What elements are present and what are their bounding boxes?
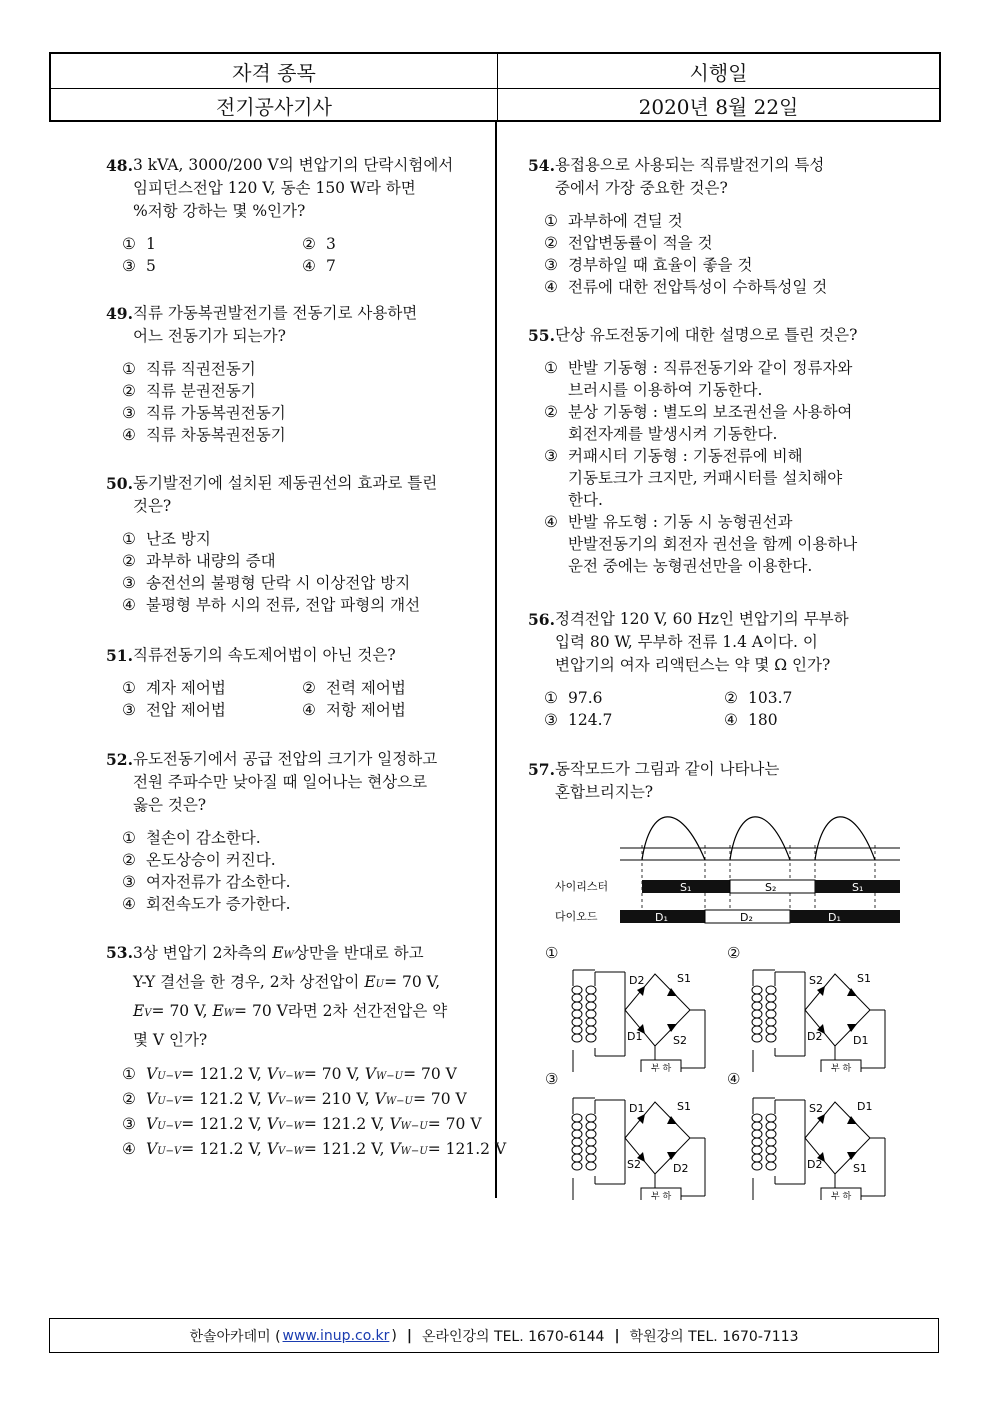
option: ③ 송전선의 불평형 단락 시 이상전압 방지 [122, 574, 411, 592]
option: ① 철손이 감소한다. [122, 829, 261, 847]
load-label: 부 하 [831, 1064, 852, 1072]
element-label: S1 [677, 1100, 691, 1113]
segment-label: S₁ [680, 881, 692, 894]
waveform-hump [730, 817, 790, 860]
waveform-hump [642, 817, 705, 860]
operating-mode-diagram [550, 800, 910, 930]
element-label: D2 [629, 974, 645, 987]
option: ④ 180 [724, 711, 778, 729]
option: ① 계자 제어법 [122, 679, 226, 697]
option: ③ VU−V= 121.2 V, VV−W= 121.2 V, VW−U= 70 V [122, 1115, 482, 1133]
header-col2-value: 2020년 8월 22일 [638, 94, 799, 119]
question-text: 단상 유도전동기에 대한 설명으로 틀린 것은? [554, 326, 858, 344]
load-label: 부 하 [651, 1192, 672, 1200]
option-mark: ③ [545, 1070, 559, 1088]
option: ④ 반발 유도형 : 기동 시 농형권선과 반발전동기의 회전자 권선을 함께 이용하나 운전 중에는 농형권선만을 이용한다. [544, 513, 858, 575]
header-table [49, 52, 941, 122]
bridge-circuit [565, 960, 725, 1072]
option: ② 103.7 [724, 689, 793, 707]
element-label: S2 [809, 1102, 823, 1115]
element-label: S2 [627, 1158, 641, 1171]
option: ④ 저항 제어법 [302, 701, 406, 719]
transformer-icon [752, 970, 776, 1072]
footer-offline: 학원강의 TEL. 1670-7113 [629, 1328, 799, 1345]
row-label-thyristor: 사이리스터 [555, 880, 609, 893]
option: ④ 직류 차동복권전동기 [122, 426, 286, 444]
option-mark: ① [545, 944, 559, 962]
footer-close: ) [391, 1327, 397, 1344]
question-text: 직류 가동복권발전기를 전동기로 사용하면 어느 전동기가 되는가? [132, 304, 418, 345]
question-number: 56. [528, 610, 555, 629]
option: ② VU−V= 121.2 V, VV−W= 210 V, VW−U= 70 V [122, 1090, 467, 1108]
question-53 [106, 940, 506, 1163]
load-label: 부 하 [831, 1192, 852, 1200]
option: ④ 전류에 대한 전압특성이 수하특성일 것 [544, 278, 828, 296]
question-number: 49. [106, 304, 133, 323]
element-label: D2 [807, 1158, 823, 1171]
question-text: 3 kVA, 3000/200 V의 변압기의 단락시험에서 임피던스전압 120 V, 동손 150 W라 하면 %저항 강하는 몇 %인가? [132, 156, 454, 220]
element-label: D1 [857, 1100, 873, 1113]
option: ④ 7 [302, 257, 336, 275]
question-number: 57. [528, 760, 555, 779]
header-col1-value: 전기공사기사 [51, 88, 498, 122]
segment-label: D₂ [740, 911, 753, 924]
transformer-icon [752, 1098, 776, 1200]
option: ② 전력 제어법 [302, 679, 406, 697]
question-number: 50. [106, 474, 133, 493]
option: ① 반발 기동형 : 직류전동기와 같이 정류자와 브러시를 이용하여 기동한다. [544, 359, 853, 399]
option: ① 과부하에 견딜 것 [544, 212, 683, 230]
footer-separator: | [614, 1327, 620, 1344]
question-number: 54. [528, 156, 555, 175]
transformer-icon [572, 1098, 596, 1200]
question-text: 용접용으로 사용되는 직류발전기의 특성 중에서 가장 중요한 것은? [554, 156, 825, 197]
question-number: 51. [106, 646, 133, 665]
question-text: 유도전동기에서 공급 전압의 크기가 일정하고 전원 주파수만 낮아질 때 일어나는 현상으로 옳은 것은? [132, 750, 438, 814]
option: ① 직류 직권전동기 [122, 360, 256, 378]
element-label: D1 [853, 1034, 869, 1047]
element-label: S2 [809, 974, 823, 987]
segment-label: D₁ [655, 911, 668, 924]
element-label: S1 [857, 972, 871, 985]
question-text: 정격전압 120 V, 60 Hz인 변압기의 무부하 입력 80 W, 무부하 전류 1.4 A이다. 이 변압기의 여자 리액턴스는 약 몇 Ω 인가? [554, 610, 849, 674]
header-col2-title: 시행일 [689, 60, 748, 85]
option-mark: ② [727, 944, 741, 962]
segment-label: S₁ [852, 881, 864, 894]
bridge-circuit [745, 960, 905, 1072]
transformer-icon [572, 970, 596, 1072]
question-text: 동작모드가 그림과 같이 나타나는 혼합브리지는? [554, 760, 780, 801]
question-number: 48. [106, 156, 133, 175]
option: ② 분상 기동형 : 별도의 보조권선을 사용하여 회전자계를 발생시켜 기동한다. [544, 403, 853, 443]
question-54 [528, 154, 827, 298]
question-text: 동기발전기에 설치된 제동권선의 효과로 틀린 것은? [132, 474, 438, 515]
option: ③ 여자전류가 감소한다. [122, 873, 291, 891]
option: ③ 직류 가동복권전동기 [122, 404, 286, 422]
element-label: S2 [673, 1034, 687, 1047]
option: ④ 회전속도가 증가한다. [122, 895, 291, 913]
option: ② 3 [302, 235, 336, 253]
option-mark: ④ [727, 1070, 741, 1088]
footer-link[interactable]: www.inup.co.kr [282, 1327, 390, 1344]
option: ② 온도상승이 커진다. [122, 851, 276, 869]
element-label: D2 [673, 1162, 689, 1175]
option: ③ 5 [122, 257, 156, 275]
option: ③ 커패시터 기동형 : 기동전류에 비해 기동토크가 크지만, 커패시터를 설치해야 한다. [544, 447, 843, 509]
element-label: D1 [629, 1102, 645, 1115]
segment-label: D₁ [828, 911, 841, 924]
question-text: 직류전동기의 속도제어법이 아닌 것은? [132, 646, 396, 664]
question-51 [106, 644, 482, 721]
load-label: 부 하 [651, 1064, 672, 1072]
question-52 [106, 748, 437, 915]
segment-d1 [790, 910, 900, 923]
question-50 [106, 472, 437, 616]
element-label: S1 [853, 1162, 867, 1175]
footer-separator: | [406, 1327, 412, 1344]
option: ④ VU−V= 121.2 V, VV−W= 121.2 V, VW−U= 121.2 V [122, 1140, 507, 1158]
question-text: 3상 변압기 2차측의 EW상만을 반대로 하고 Y-Y 결선을 한 경우, 2차 상전압이 EU= 70 V, EV= 70 V, EW= 70 V라면 2차 선간전압은 약 몇 V 인가? [132, 944, 448, 1049]
option: ② 과부하 내량의 증대 [122, 552, 276, 570]
option: ① VU−V= 121.2 V, VV−W= 70 V, VW−U= 70 V [122, 1065, 457, 1083]
option: ③ 124.7 [544, 711, 613, 729]
waveform-hump [815, 817, 875, 860]
option: ② 직류 분권전동기 [122, 382, 256, 400]
question-55 [528, 324, 857, 577]
question-57 [528, 758, 779, 804]
question-number: 55. [528, 326, 555, 345]
element-label: D2 [807, 1030, 823, 1043]
option: ③ 전압 제어법 [122, 701, 226, 719]
question-49 [106, 302, 417, 446]
question-number: 52. [106, 750, 133, 769]
question-48 [106, 154, 482, 277]
bridge-circuit [745, 1088, 905, 1200]
footer [49, 1318, 939, 1353]
option: ③ 경부하일 때 효율이 좋을 것 [544, 256, 753, 274]
option: ④ 불평형 부하 시의 전류, 전압 파형의 개선 [122, 596, 421, 614]
header-col1-title: 자격 종목 [51, 54, 498, 88]
segment-label: S₂ [765, 881, 777, 894]
row-label-diode: 다이오드 [555, 910, 598, 923]
option: ① 1 [122, 235, 156, 253]
element-label: D1 [627, 1030, 643, 1043]
option: ① 난조 방지 [122, 530, 211, 548]
footer-online: 온라인강의 TEL. 1670-6144 [421, 1328, 605, 1345]
question-number: 53. [106, 943, 133, 962]
question-56 [528, 608, 904, 731]
footer-academy: 한솔아카데미 ( [189, 1328, 281, 1345]
option: ① 97.6 [544, 689, 603, 707]
bridge-circuit [565, 1088, 725, 1200]
option: ② 전압변동률이 적을 것 [544, 234, 713, 252]
element-label: S1 [677, 972, 691, 985]
